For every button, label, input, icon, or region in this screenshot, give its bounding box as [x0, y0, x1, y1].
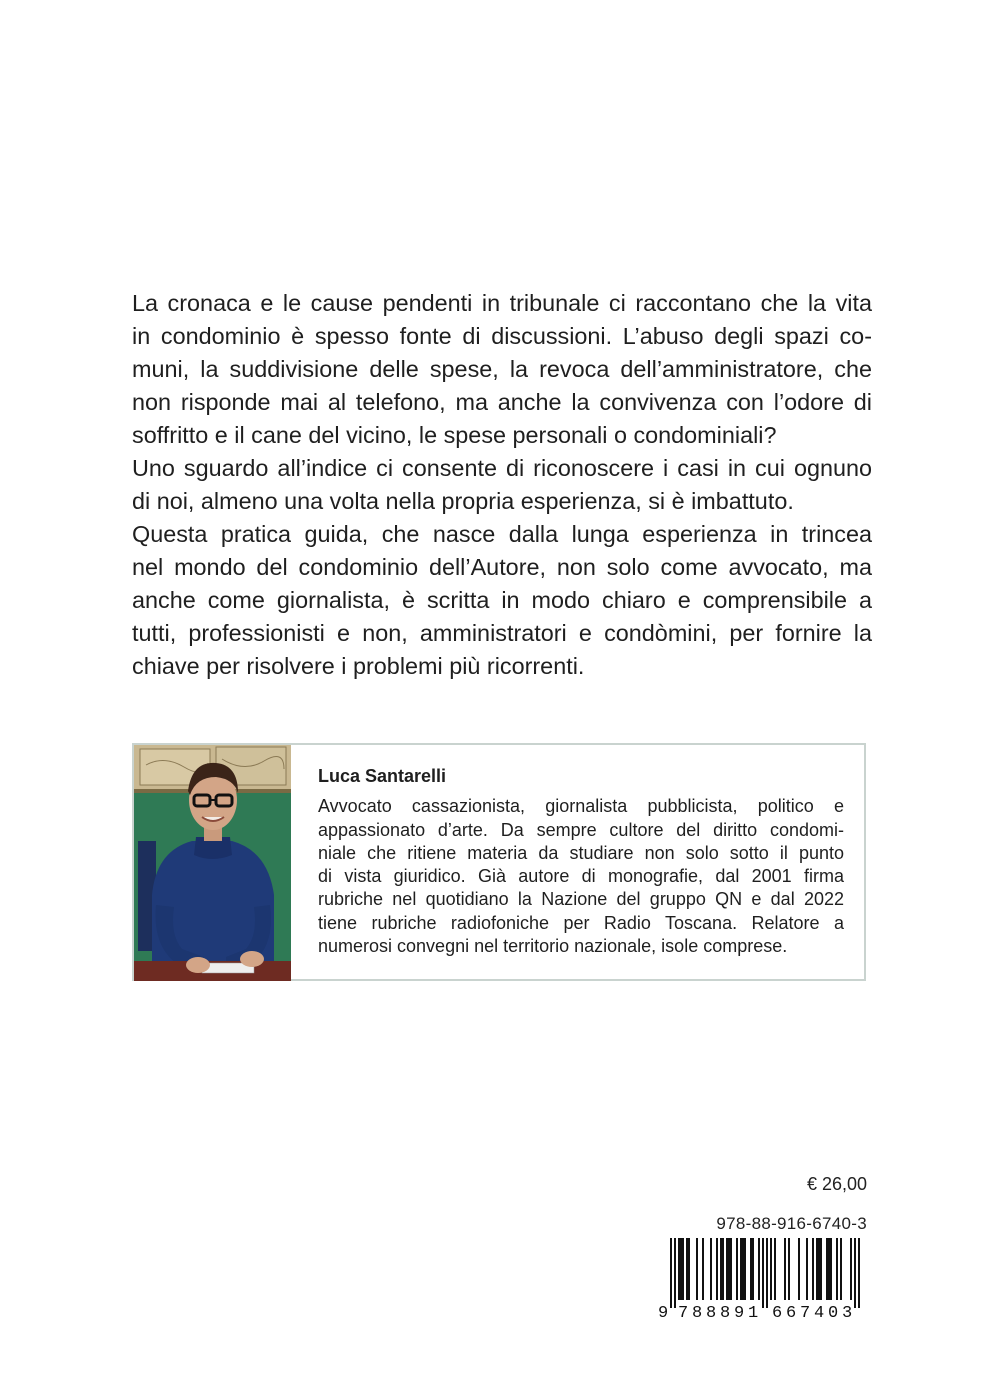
- blurb-line: anche come giornalista, è scritta in modo chiaro e comprensibile a: [132, 587, 872, 613]
- barcode-bar: [798, 1238, 800, 1300]
- barcode-bar: [678, 1238, 680, 1300]
- barcode-bar: [752, 1238, 754, 1300]
- barcode-bar: [710, 1238, 712, 1300]
- isbn-label: 978-88-916-6740-3: [716, 1214, 867, 1233]
- bio-line: Avvocato cassazionista, giornalista pubblicista, politico e: [318, 796, 844, 817]
- barcode-digit: 0: [828, 1304, 839, 1320]
- barcode-bar: [740, 1238, 742, 1300]
- barcode-digit: 6: [772, 1304, 783, 1320]
- blurb-line: di noi, almeno una volta nella propria esperienza, si è imbattuto.: [132, 488, 794, 514]
- barcode-digit: 8: [706, 1304, 717, 1320]
- barcode-bar: [682, 1238, 684, 1300]
- barcode-bar: [766, 1238, 768, 1308]
- barcode-digit: 7: [678, 1304, 689, 1320]
- barcode-bar: [726, 1238, 728, 1300]
- barcode-bar: [836, 1238, 838, 1300]
- author-box: [132, 743, 866, 981]
- barcode-bar: [744, 1238, 746, 1300]
- barcode-bar: [758, 1238, 760, 1300]
- author-name: Luca Santarelli: [318, 766, 447, 786]
- barcode-bar: [688, 1238, 690, 1300]
- barcode-bar: [828, 1238, 830, 1300]
- barcode-bar: [854, 1238, 856, 1308]
- barcode-bar: [826, 1238, 828, 1300]
- blurb-line: muni, la suddivisione delle spese, la revoca dell’amministratore, che: [132, 356, 872, 382]
- barcode-bar: [728, 1238, 730, 1300]
- barcode-digit: 9: [658, 1304, 669, 1320]
- barcode-digit: 8: [692, 1304, 703, 1320]
- blurb-line: Uno sguardo all’indice ci consente di riconoscere i casi in cui ognuno: [132, 455, 872, 481]
- bio-line: di vista giuridico. Già autore di monografie, dal 2001 firma: [318, 866, 844, 887]
- blurb-line: soffritto e il cane del vicino, le spese personali o condominiali?: [132, 422, 777, 448]
- author-bio: [318, 765, 844, 958]
- barcode-bar: [716, 1238, 718, 1300]
- barcode-bar: [820, 1238, 822, 1300]
- bio-line: rubriche nel quotidiano la Nazione del gruppo QN e dal 2022: [318, 889, 844, 910]
- barcode-bar: [812, 1238, 814, 1300]
- barcode-bar: [680, 1238, 682, 1300]
- isbn-barcode: [658, 1238, 870, 1320]
- barcode-bar: [670, 1238, 672, 1308]
- price-label: € 26,00: [806, 1174, 867, 1194]
- blurb-line: tutti, professionisti e non, amministratori e condòmini, per fornire la: [132, 620, 872, 646]
- barcode-bar: [742, 1238, 744, 1300]
- barcode-bar: [686, 1238, 688, 1300]
- barcode-bar: [788, 1238, 790, 1300]
- barcode-bar: [774, 1238, 776, 1300]
- barcode-bars: [670, 1238, 860, 1308]
- author-photo: [134, 745, 291, 981]
- barcode-bar: [784, 1238, 786, 1300]
- barcode-digit: 1: [748, 1304, 759, 1320]
- blurb-line: nel mondo del condominio dell’Autore, non solo come avvocato, ma: [132, 554, 872, 580]
- barcode-bar: [850, 1238, 852, 1300]
- bio-line: tiene rubriche radiofoniche per Radio Toscana. Relatore a: [318, 912, 844, 933]
- barcode-digit: 8: [720, 1304, 731, 1320]
- barcode-bar: [702, 1238, 704, 1300]
- barcode-bar: [696, 1238, 698, 1300]
- bio-line: appassionato d’arte. Da sempre cultore del diritto condomi-: [318, 819, 844, 840]
- barcode-digit: 4: [814, 1304, 825, 1320]
- blurb-line: chiave per risolvere i problemi più ricorrenti.: [132, 653, 585, 679]
- blurb-line: Questa pratica guida, che nasce dalla lunga esperienza in trincea: [132, 521, 872, 547]
- barcode-bar: [736, 1238, 738, 1300]
- blurb-line: non risponde mai al telefono, ma anche la convivenza con l’odore di: [132, 389, 872, 415]
- blurb-line: in condominio è spesso fonte di discussioni. L’abuso degli spazi co-: [132, 323, 872, 349]
- barcode-bar: [816, 1238, 818, 1300]
- barcode-bar: [722, 1238, 724, 1300]
- barcode-bar: [858, 1238, 860, 1308]
- barcode-digit: 7: [800, 1304, 811, 1320]
- back-cover-blurb: [132, 287, 872, 683]
- bio-line: numerosi convegni nel territorio nazionale, isole comprese.: [318, 936, 788, 957]
- barcode-digit: 3: [842, 1304, 853, 1320]
- barcode-bar: [730, 1238, 732, 1300]
- barcode-bar: [762, 1238, 764, 1308]
- barcode-digit: 9: [734, 1304, 745, 1320]
- barcode-bar: [806, 1238, 808, 1300]
- barcode-bar: [720, 1238, 722, 1300]
- barcode-bar: [750, 1238, 752, 1300]
- barcode-bar: [818, 1238, 820, 1300]
- barcode-bar: [674, 1238, 676, 1308]
- barcode-bar: [840, 1238, 842, 1300]
- barcode-bar: [830, 1238, 832, 1300]
- blurb-line: La cronaca e le cause pendenti in tribunale ci raccontano che la vita: [132, 290, 872, 316]
- barcode-bar: [770, 1238, 772, 1300]
- bio-line: niale che ritiene materia da studiare non solo sotto il punto: [318, 842, 844, 863]
- barcode-digit: 6: [786, 1304, 797, 1320]
